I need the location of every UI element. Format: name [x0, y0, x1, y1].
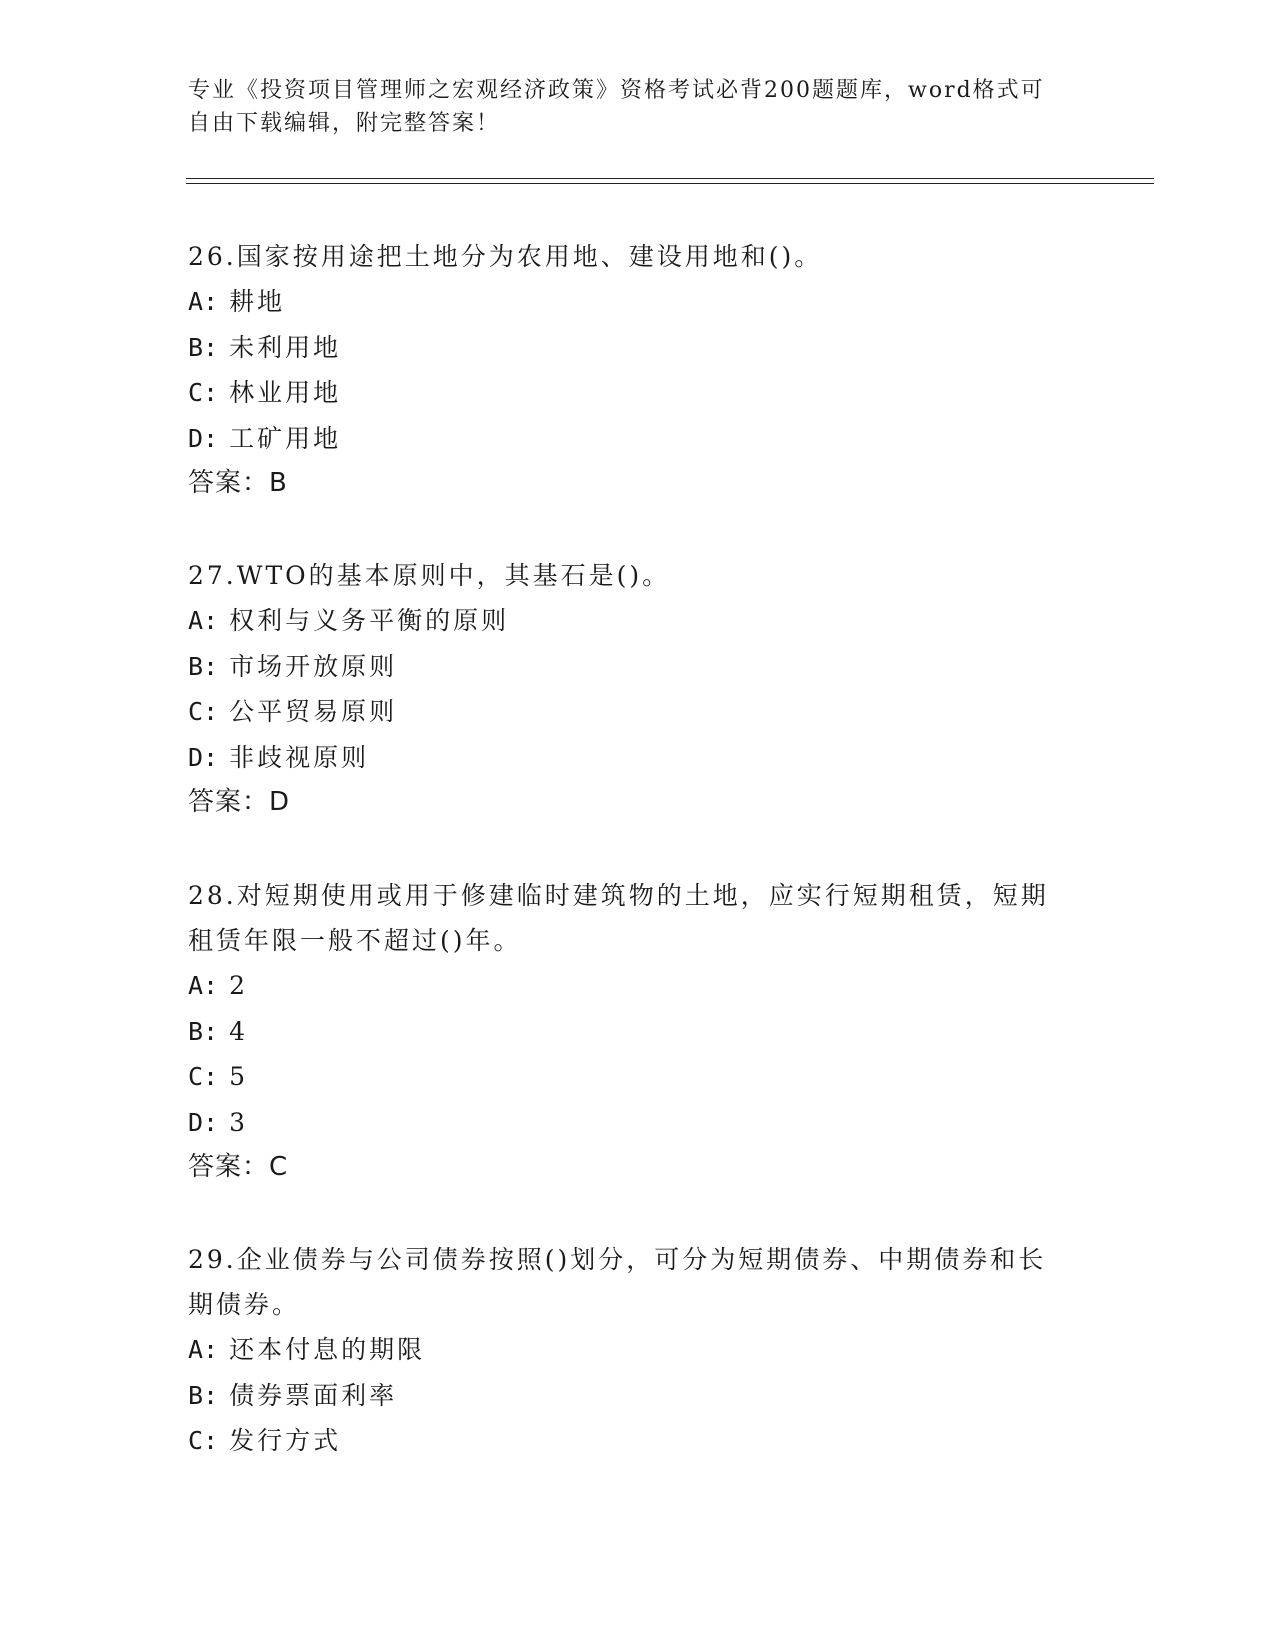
option-key: A: [188, 971, 219, 1000]
header-line-2: 自由下载编辑，附完整答案！ [188, 111, 501, 136]
option-d [188, 1100, 1078, 1146]
option-text: 权利与义务平衡的原则 [229, 606, 510, 635]
header-divider-bottom [186, 183, 1154, 184]
question-stem-line-1: 28.对短期使用或用于修建临时建筑物的土地，应实行短期租赁，短期 [188, 881, 1049, 910]
option-key: C: [188, 1426, 219, 1455]
option-text: 市场开放原则 [229, 651, 398, 681]
option-key: B: [188, 1380, 219, 1410]
option-b [188, 644, 1078, 690]
option-key: D: [188, 742, 219, 772]
header-line-1: 专业《投资项目管理师之宏观经济政策》资格考试必背200题题库，word格式可 [188, 78, 1045, 103]
answer-line: 答案：D [188, 787, 291, 817]
question-stem: 26.国家按用途把土地分为农用地、建设用地和()。 [188, 242, 823, 271]
option-a [188, 963, 1078, 1009]
option-key: B: [188, 332, 219, 362]
option-text: 5 [229, 1062, 248, 1091]
option-text: 发行方式 [229, 1426, 342, 1455]
question-27 [188, 553, 1078, 825]
question-stem: 27.WTO的基本原则中，其基石是()。 [188, 561, 671, 590]
option-key: B: [188, 1016, 219, 1046]
option-key: A: [188, 287, 219, 316]
option-d [188, 416, 1078, 462]
option-key: A: [188, 606, 219, 635]
document-header [188, 74, 1078, 140]
option-a [188, 279, 1078, 325]
answer-line: 答案：C [188, 1152, 289, 1182]
option-a [188, 598, 1078, 644]
question-29 [188, 1237, 1078, 1464]
question-28 [188, 873, 1078, 1190]
option-c [188, 370, 1078, 416]
option-text: 非歧视原则 [229, 742, 370, 772]
answer-line: 答案：B [188, 468, 288, 498]
option-text: 债券票面利率 [229, 1380, 398, 1410]
option-c [188, 1054, 1078, 1100]
option-text: 林业用地 [229, 378, 342, 407]
question-stem-line-2: 期债券。 [188, 1290, 301, 1319]
option-text: 3 [229, 1107, 248, 1137]
option-text: 4 [229, 1016, 248, 1046]
option-key: D: [188, 1107, 219, 1137]
option-key: C: [188, 378, 219, 407]
option-text: 2 [229, 971, 248, 1000]
option-text: 还本付息的期限 [229, 1335, 426, 1364]
option-b [188, 1373, 1078, 1419]
question-26 [188, 234, 1078, 506]
question-stem-line-1: 29.企业债券与公司债券按照()划分，可分为短期债券、中期债券和长 [188, 1245, 1047, 1274]
option-key: A: [188, 1335, 219, 1364]
option-a [188, 1327, 1078, 1373]
option-c [188, 689, 1078, 735]
option-c [188, 1418, 1078, 1464]
option-text: 工矿用地 [229, 423, 342, 453]
header-divider-top [186, 178, 1154, 179]
option-d [188, 735, 1078, 781]
option-text: 公平贸易原则 [229, 697, 398, 726]
option-b [188, 325, 1078, 371]
option-key: D: [188, 423, 219, 453]
option-text: 耕地 [229, 287, 286, 316]
option-key: B: [188, 651, 219, 681]
option-text: 未利用地 [229, 332, 342, 362]
option-key: C: [188, 1062, 219, 1091]
question-stem-line-2: 租赁年限一般不超过()年。 [188, 926, 522, 955]
option-key: C: [188, 697, 219, 726]
option-b [188, 1009, 1078, 1055]
